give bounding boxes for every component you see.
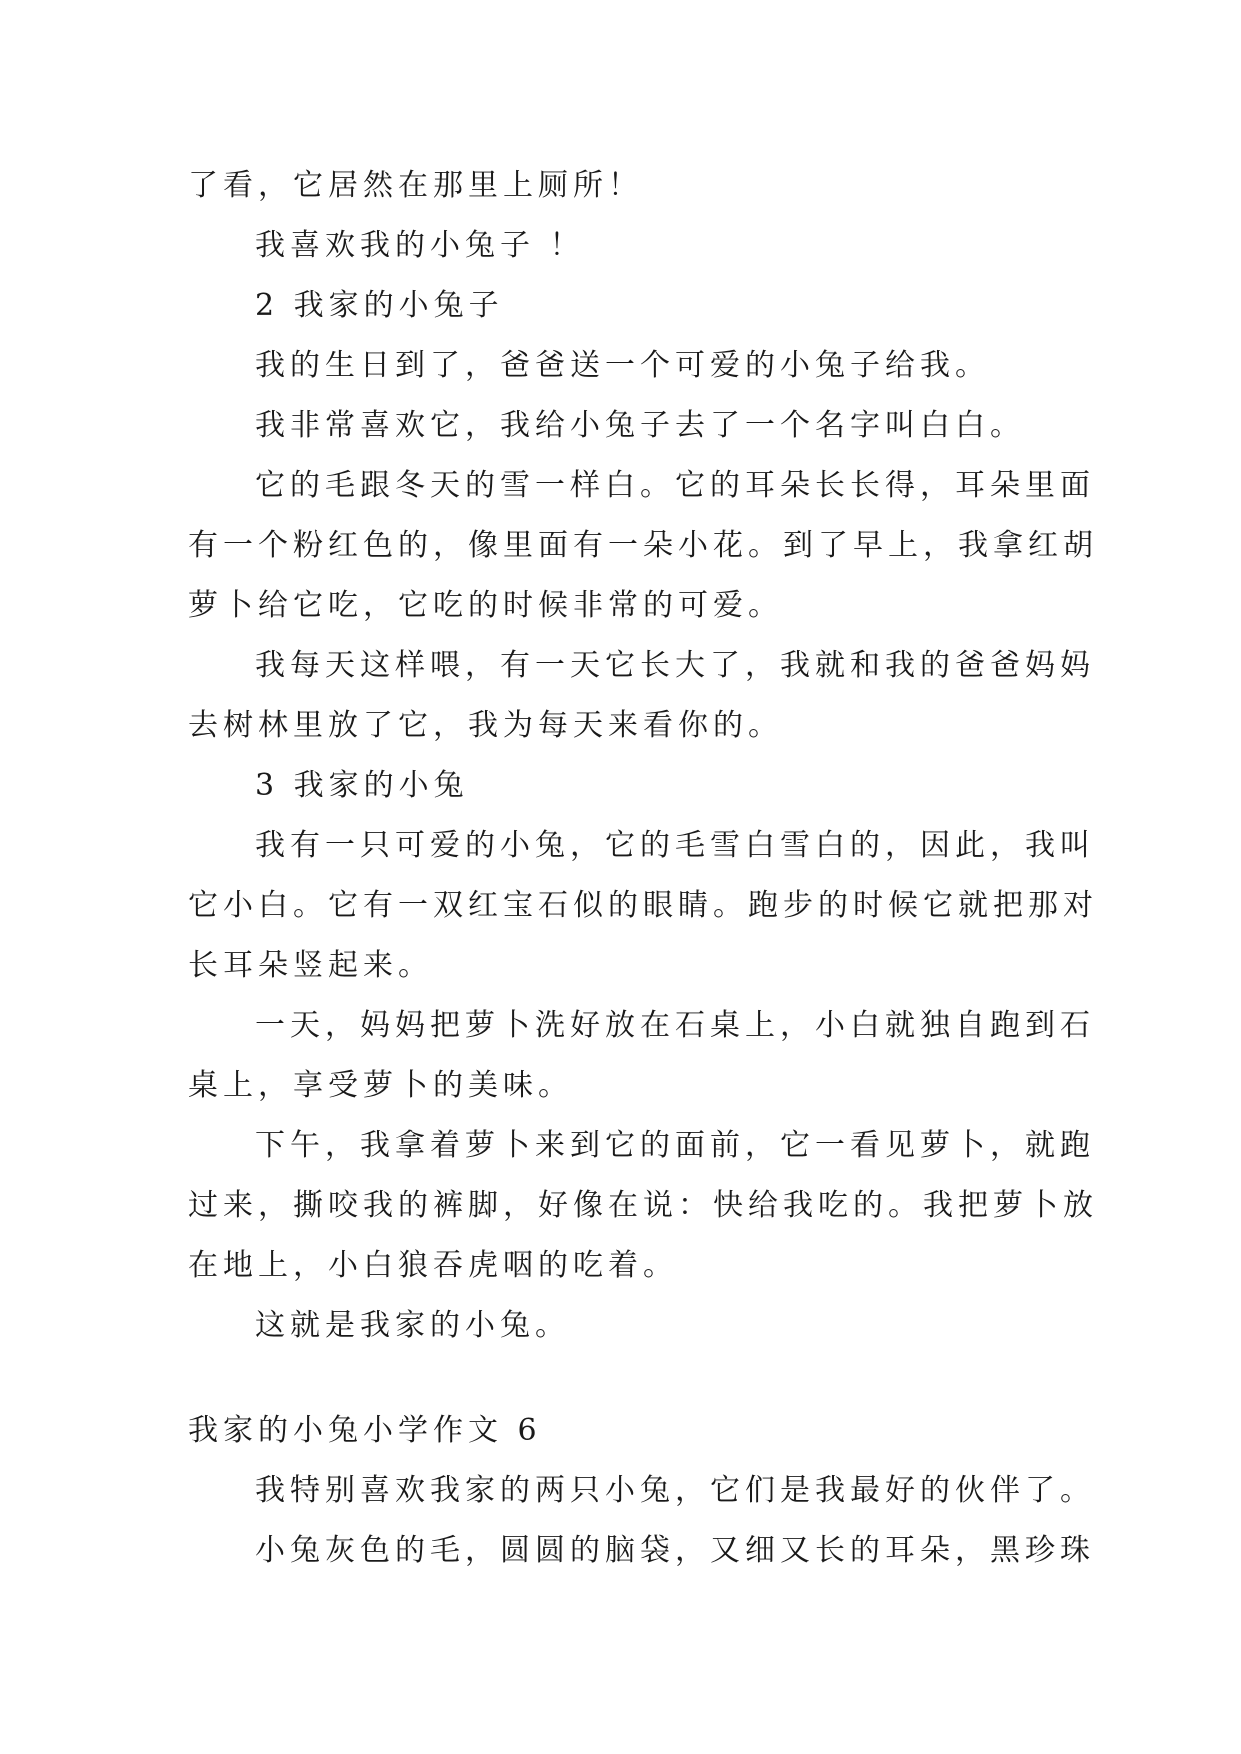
- paragraph-line: 这就是我家的小兔。: [255, 1308, 570, 1343]
- paragraph-line: 我喜欢我的小兔子 ！: [255, 228, 585, 263]
- paragraph-line: 过来，撕咬我的裤脚，好像在说：快给我吃的。我把萝卜放: [188, 1188, 1098, 1223]
- paragraph-line: 下午，我拿着萝卜来到它的面前，它一看见萝卜，就跑: [255, 1128, 1095, 1163]
- paragraph-line: 我特别喜欢我家的两只小兔，它们是我最好的伙伴了。: [255, 1473, 1095, 1508]
- section-heading: 2 我家的小兔子: [255, 288, 504, 323]
- paragraph-line: 小兔灰色的毛，圆圆的脑袋，又细又长的耳朵，黑珍珠: [255, 1533, 1095, 1568]
- paragraph-line: 我的生日到了，爸爸送一个可爱的小兔子给我。: [255, 348, 990, 383]
- paragraph-line: 了看，它居然在那里上厕所！: [188, 168, 643, 203]
- paragraph-line: 我有一只可爱的小兔，它的毛雪白雪白的，因此，我叫: [255, 828, 1095, 863]
- section-heading: 3 我家的小兔: [255, 768, 469, 803]
- paragraph-line: 我非常喜欢它，我给小兔子去了一个名字叫白白。: [255, 408, 1025, 443]
- paragraph-line: 我每天这样喂，有一天它长大了，我就和我的爸爸妈妈: [255, 648, 1095, 683]
- paragraph-line: 萝卜给它吃，它吃的时候非常的可爱。: [188, 588, 783, 623]
- paragraph-line: 有一个粉红色的，像里面有一朵小花。到了早上，我拿红胡: [188, 528, 1098, 563]
- paragraph-line: 去树林里放了它，我为每天来看你的。: [188, 708, 783, 743]
- paragraph-line: 一天，妈妈把萝卜洗好放在石桌上，小白就独自跑到石: [255, 1008, 1095, 1043]
- paragraph-line: 桌上，享受萝卜的美味。: [188, 1068, 573, 1103]
- paragraph-line: 长耳朵竖起来。: [188, 948, 433, 983]
- paragraph-line: 它的毛跟冬天的雪一样白。它的耳朵长长得，耳朵里面: [255, 468, 1095, 503]
- paragraph-line: 在地上，小白狼吞虎咽的吃着。: [188, 1248, 678, 1283]
- article-title: 我家的小兔小学作文 6: [188, 1413, 542, 1448]
- paragraph-line: 它小白。它有一双红宝石似的眼睛。跑步的时候它就把那对: [188, 888, 1098, 923]
